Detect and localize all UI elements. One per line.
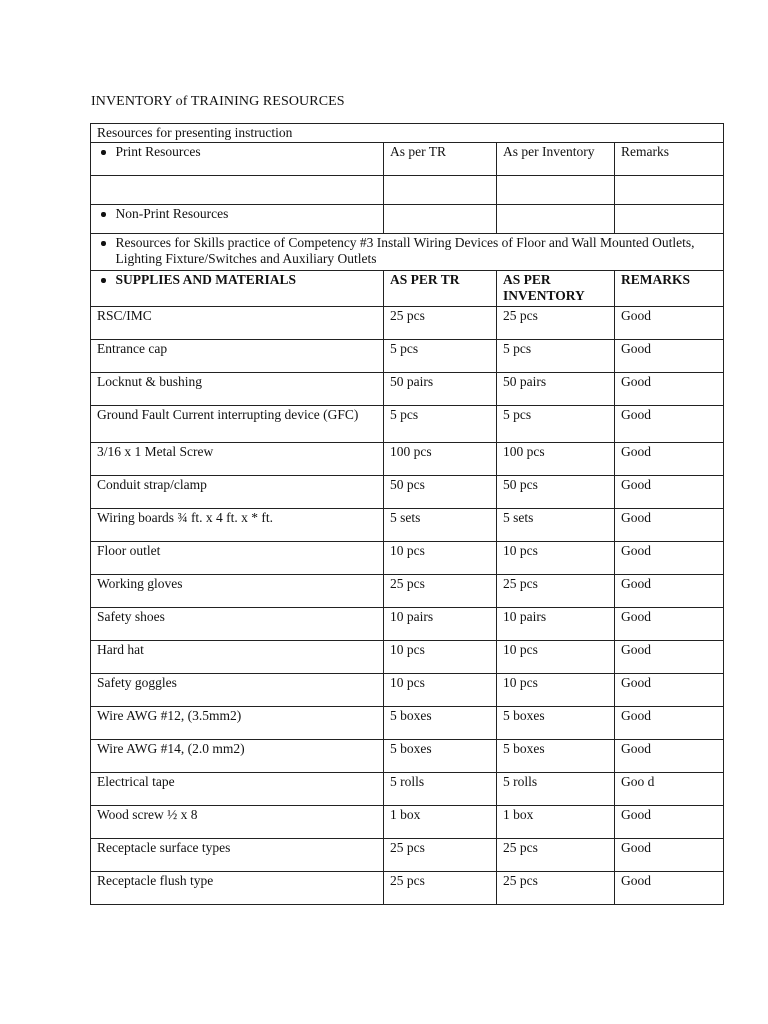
table-row xyxy=(91,806,724,839)
item-as-per-tr-cell: 25 pcs xyxy=(384,575,497,608)
item-as-per-tr-cell: 25 pcs xyxy=(384,307,497,340)
empty-row xyxy=(91,176,724,205)
item-as-per-inventory-cell: 5 sets xyxy=(497,509,615,542)
item-as-per-tr-cell: 10 pcs xyxy=(384,674,497,707)
item-remarks-cell: Good xyxy=(615,707,724,740)
item-as-per-tr-cell: 25 pcs xyxy=(384,872,497,905)
item-as-per-tr-cell: 5 sets xyxy=(384,509,497,542)
item-as-per-inventory-cell: 25 pcs xyxy=(497,307,615,340)
bullet-icon xyxy=(101,212,106,217)
item-name-cell: Wire AWG #14, (2.0 mm2) xyxy=(91,740,384,773)
item-as-per-inventory-cell: 50 pairs xyxy=(497,373,615,406)
item-as-per-tr-cell: 5 rolls xyxy=(384,773,497,806)
item-name-cell: Receptacle flush type xyxy=(91,872,384,905)
item-name-cell: Receptacle surface types xyxy=(91,839,384,872)
item-name-cell: Locknut & bushing xyxy=(91,373,384,406)
item-remarks-cell: Good xyxy=(615,509,724,542)
item-remarks-cell: Good xyxy=(615,373,724,406)
empty-cell xyxy=(91,176,384,205)
table-row xyxy=(91,839,724,872)
item-remarks-cell: Good xyxy=(615,674,724,707)
item-name-cell: Conduit strap/clamp xyxy=(91,476,384,509)
item-name-cell: Floor outlet xyxy=(91,542,384,575)
item-remarks-cell: Good xyxy=(615,340,724,373)
item-as-per-inventory-cell: 5 pcs xyxy=(497,406,615,443)
table-row xyxy=(91,373,724,406)
table-row xyxy=(91,406,724,443)
table-row xyxy=(91,872,724,905)
table-row xyxy=(91,542,724,575)
skills-practice-label: Resources for Skills practice of Competency #3 Install Wiring Devices of Floor and Wall Mounted Outlets, Lighting Fixture/Switches and Auxiliary Outlets xyxy=(115,235,695,266)
item-as-per-tr-cell: 10 pairs xyxy=(384,608,497,641)
section-header-row xyxy=(91,124,724,143)
item-as-per-inventory-cell: 10 pcs xyxy=(497,641,615,674)
bullet-icon xyxy=(101,241,106,246)
empty-cell xyxy=(615,205,724,234)
empty-cell xyxy=(497,205,615,234)
item-name-cell: Hard hat xyxy=(91,641,384,674)
table-row xyxy=(91,443,724,476)
item-remarks-cell: Good xyxy=(615,872,724,905)
item-as-per-tr-cell: 5 pcs xyxy=(384,406,497,443)
table-row xyxy=(91,674,724,707)
item-as-per-inventory-cell: 5 boxes xyxy=(497,740,615,773)
item-name-cell: Wood screw ½ x 8 xyxy=(91,806,384,839)
table-row xyxy=(91,773,724,806)
item-name-cell: Entrance cap xyxy=(91,340,384,373)
item-as-per-tr-cell: 50 pcs xyxy=(384,476,497,509)
print-resources-cell xyxy=(91,143,384,176)
supplies-header-row xyxy=(91,271,724,307)
item-as-per-inventory-cell: 5 rolls xyxy=(497,773,615,806)
item-as-per-tr-cell: 10 pcs xyxy=(384,641,497,674)
skills-practice-row xyxy=(91,234,724,271)
item-as-per-inventory-cell: 100 pcs xyxy=(497,443,615,476)
item-as-per-tr-cell: 50 pairs xyxy=(384,373,497,406)
table-row xyxy=(91,575,724,608)
table-row xyxy=(91,340,724,373)
table-row xyxy=(91,740,724,773)
empty-cell xyxy=(384,205,497,234)
item-remarks-cell: Good xyxy=(615,476,724,509)
item-remarks-cell: Good xyxy=(615,406,724,443)
inventory-table xyxy=(90,123,724,905)
item-as-per-inventory-cell: 50 pcs xyxy=(497,476,615,509)
item-remarks-cell: Good xyxy=(615,542,724,575)
item-as-per-inventory-cell: 5 pcs xyxy=(497,340,615,373)
item-as-per-inventory-cell: 10 pairs xyxy=(497,608,615,641)
non-print-resources-label: Non-Print Resources xyxy=(115,206,229,221)
item-remarks-cell: Goo d xyxy=(615,773,724,806)
item-name-cell: 3/16 x 1 Metal Screw xyxy=(91,443,384,476)
item-as-per-inventory-cell: 25 pcs xyxy=(497,839,615,872)
table-row xyxy=(91,307,724,340)
remarks-header: Remarks xyxy=(615,143,724,176)
table-row xyxy=(91,641,724,674)
non-print-resources-row xyxy=(91,205,724,234)
item-remarks-cell: Good xyxy=(615,806,724,839)
non-print-resources-cell xyxy=(91,205,384,234)
item-name-cell: Safety goggles xyxy=(91,674,384,707)
item-as-per-tr-cell: 5 boxes xyxy=(384,740,497,773)
item-name-cell: RSC/IMC xyxy=(91,307,384,340)
item-name-cell: Ground Fault Current interrupting device (GFC) xyxy=(91,406,384,443)
item-remarks-cell: Good xyxy=(615,443,724,476)
item-name-cell: Electrical tape xyxy=(91,773,384,806)
table-row xyxy=(91,707,724,740)
table-row xyxy=(91,608,724,641)
document-title: INVENTORY of TRAINING RESOURCES xyxy=(91,94,345,109)
item-as-per-tr-cell: 10 pcs xyxy=(384,542,497,575)
item-as-per-inventory-cell: 25 pcs xyxy=(497,575,615,608)
item-remarks-cell: Good xyxy=(615,839,724,872)
item-remarks-cell: Good xyxy=(615,740,724,773)
supplies-header-label: SUPPLIES AND MATERIALS xyxy=(115,272,297,287)
item-remarks-cell: Good xyxy=(615,307,724,340)
empty-cell xyxy=(384,176,497,205)
item-as-per-inventory-cell: 1 box xyxy=(497,806,615,839)
empty-cell xyxy=(615,176,724,205)
item-as-per-tr-cell: 100 pcs xyxy=(384,443,497,476)
table-row xyxy=(91,476,724,509)
print-resources-label: Print Resources xyxy=(115,144,201,159)
bullet-icon xyxy=(101,150,106,155)
item-remarks-cell: Good xyxy=(615,641,724,674)
as-per-inventory-header: As per Inventory xyxy=(497,143,615,176)
item-name-cell: Working gloves xyxy=(91,575,384,608)
item-name-cell: Wire AWG #12, (3.5mm2) xyxy=(91,707,384,740)
supplies-header-cell xyxy=(91,271,384,307)
as-per-tr-header: As per TR xyxy=(384,143,497,176)
skills-practice-cell xyxy=(91,234,724,271)
item-as-per-inventory-cell: 5 boxes xyxy=(497,707,615,740)
print-resources-row xyxy=(91,143,724,176)
item-as-per-inventory-cell: 10 pcs xyxy=(497,542,615,575)
empty-cell xyxy=(497,176,615,205)
item-as-per-inventory-cell: 10 pcs xyxy=(497,674,615,707)
item-name-cell: Wiring boards ¾ ft. x 4 ft. x * ft. xyxy=(91,509,384,542)
item-as-per-tr-cell: 5 pcs xyxy=(384,340,497,373)
item-remarks-cell: Good xyxy=(615,608,724,641)
item-remarks-cell: Good xyxy=(615,575,724,608)
as-per-tr-column-header: AS PER TR xyxy=(384,271,497,307)
bullet-icon xyxy=(101,278,106,283)
item-name-cell: Safety shoes xyxy=(91,608,384,641)
item-as-per-tr-cell: 25 pcs xyxy=(384,839,497,872)
item-as-per-tr-cell: 5 boxes xyxy=(384,707,497,740)
as-per-inventory-column-header: AS PER INVENTORY xyxy=(497,271,615,307)
table-row xyxy=(91,509,724,542)
section-header-cell: Resources for presenting instruction xyxy=(91,124,724,143)
item-as-per-tr-cell: 1 box xyxy=(384,806,497,839)
item-as-per-inventory-cell: 25 pcs xyxy=(497,872,615,905)
remarks-column-header: REMARKS xyxy=(615,271,724,307)
